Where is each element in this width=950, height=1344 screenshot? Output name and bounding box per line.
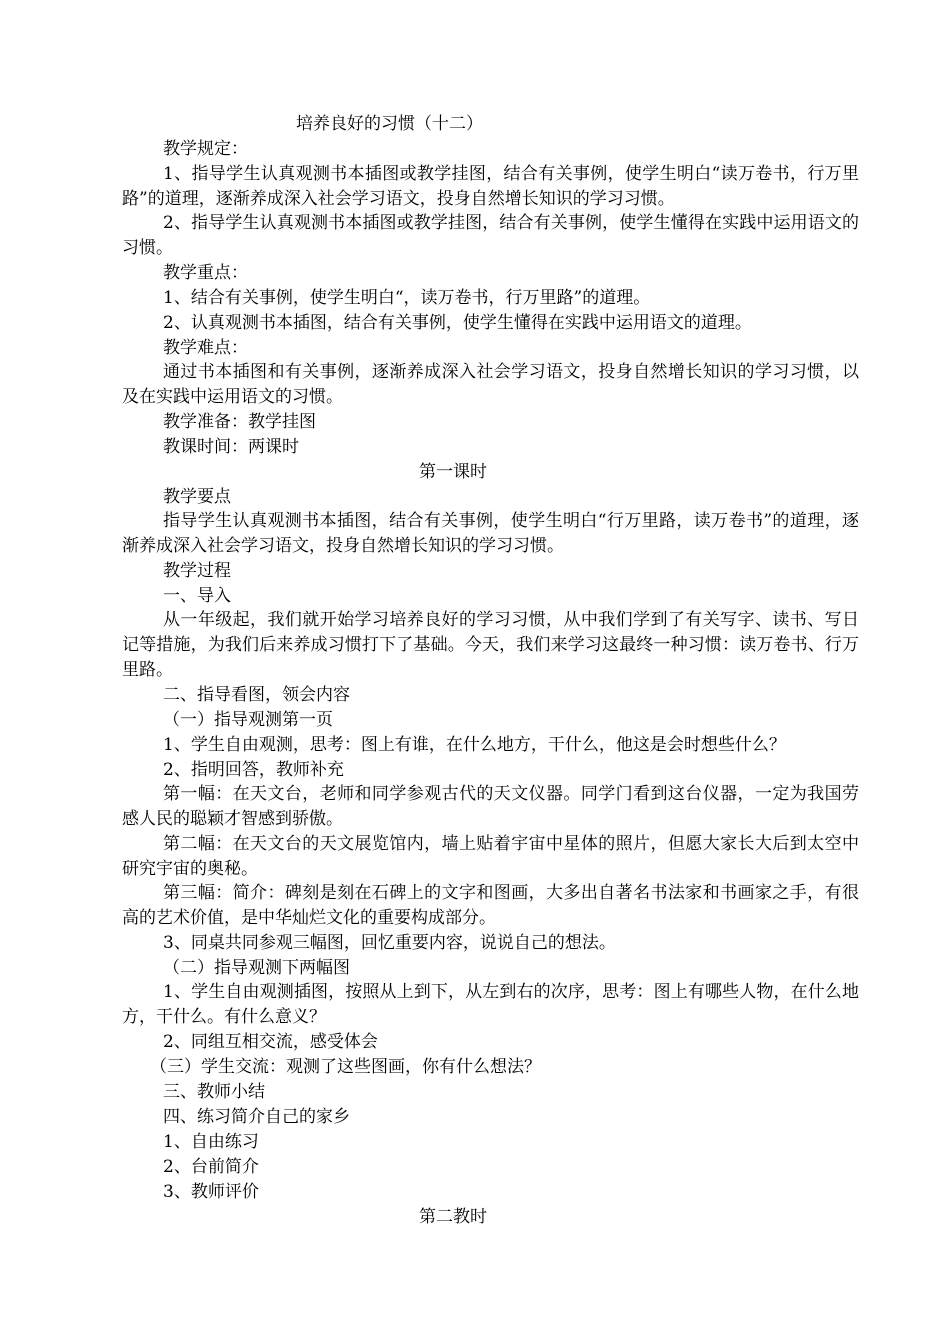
teaching-preparation: 教学准备：教学挂图 xyxy=(163,412,316,432)
paragraph-requirement-2: 2、指导学生认真观测书本插图或教学挂图，结合有关事例，使学生懂得在实践中运用语文的习惯。 xyxy=(122,213,859,258)
section-label-requirements: 教学规定： xyxy=(163,139,248,159)
paragraph-difficulty: 通过书本插图和有关事例，逐渐养成深入社会学习语文，投身自然增长知识的学习习惯，以及在实践中运用语文的习惯。 xyxy=(122,362,859,407)
item-free-practice: 1、自由练习 xyxy=(163,1132,259,1152)
step-heading-hometown: 四、练习简介自己的家乡 xyxy=(163,1107,350,1127)
paragraph-requirement-1: 1、指导学生认真观测书本插图或教学挂图，结合有关事例，使学生明白“读万卷书，行万里路”的道理，逐渐养成深入社会学习语文，投身自然增长知识的学习习惯。 xyxy=(122,164,859,209)
item-teacher-evaluation: 3、教师评价 xyxy=(163,1182,259,1202)
section-label-difficulties: 教学难点： xyxy=(163,338,248,358)
section-label-process: 教学过程 xyxy=(163,561,231,581)
item-stage-introduction: 2、台前简介 xyxy=(163,1157,259,1177)
step-heading-introduction: 一、导入 xyxy=(163,586,231,606)
paragraph-introduction: 从一年级起，我们就开始学习培养良好的学习习惯，从中我们学到了有关写字、读书、写日记等措施，为我们后来养成习惯打下了基础。今天，我们来学习这最终一种习惯：读万卷书、行万里路。 xyxy=(122,610,859,680)
item-answer-supplement: 2、指明回答，教师补充 xyxy=(163,760,344,780)
item-free-observation: 1、学生自由观测，思考：图上有谁，在什么地方，干什么，他这是会时想些什么？ xyxy=(163,735,786,755)
paragraph-picture-2: 第二幅：在天文台的天文展览馆内，墙上贴着宇宙中星体的照片，但愿大家长大后到太空中研究宇宙的奥秘。 xyxy=(122,834,859,879)
paragraph-teaching-points: 指导学生认真观测书本插图，结合有关事例，使学生明白“行万里路，读万卷书”的道理，逐渐养成深入社会学习语文，投身自然增长知识的学习习惯。 xyxy=(122,511,859,556)
paragraph-observe-illustrations: 1、学生自由观测插图，按照从上到下，从左到右的次序，思考：图上有哪些人物，在什么地方，干什么。有什么意义？ xyxy=(122,982,859,1027)
lesson-heading-1: 第一课时 xyxy=(419,462,487,482)
document-title: 培养良好的习惯（十二） xyxy=(296,114,483,134)
subheading-student-exchange: （三）学生交流：观测了这些图画，你有什么想法？ xyxy=(150,1057,541,1077)
item-group-exchange: 2、同组互相交流，感受体会 xyxy=(163,1032,378,1052)
step-heading-picture-guide: 二、指导看图，领会内容 xyxy=(163,685,350,705)
paragraph-picture-1: 第一幅：在天文台，老师和同学参观古代的天文仪器。同学门看到这台仪器，一定为我国劳感人民的聪颖才智感到骄傲。 xyxy=(122,784,859,829)
subheading-next-two-pictures: （二）指导观测下两幅图 xyxy=(163,958,350,978)
item-deskmate-review: 3、同桌共同参观三幅图，回忆重要内容，说说自己的想法。 xyxy=(163,933,616,953)
lesson-heading-2: 第二教时 xyxy=(419,1207,487,1227)
paragraph-key-point-2: 2、认真观测书本插图，结合有关事例，使学生懂得在实践中运用语文的道理。 xyxy=(163,313,752,333)
step-heading-summary: 三、教师小结 xyxy=(163,1082,265,1102)
paragraph-key-point-1: 1、结合有关事例，使学生明白“，读万卷书，行万里路”的道理。 xyxy=(163,288,651,308)
section-label-teaching-points: 教学要点 xyxy=(163,487,231,507)
paragraph-picture-3: 第三幅：简介：碑刻是刻在石碑上的文字和图画，大多出自著名书法家和书画家之手，有很高的艺术价值，是中华灿烂文化的重要构成部分。 xyxy=(122,883,859,928)
section-label-key-points: 教学重点： xyxy=(163,263,248,283)
teaching-time: 教课时间：两课时 xyxy=(163,437,299,457)
subheading-first-page: （一）指导观测第一页 xyxy=(163,710,333,730)
